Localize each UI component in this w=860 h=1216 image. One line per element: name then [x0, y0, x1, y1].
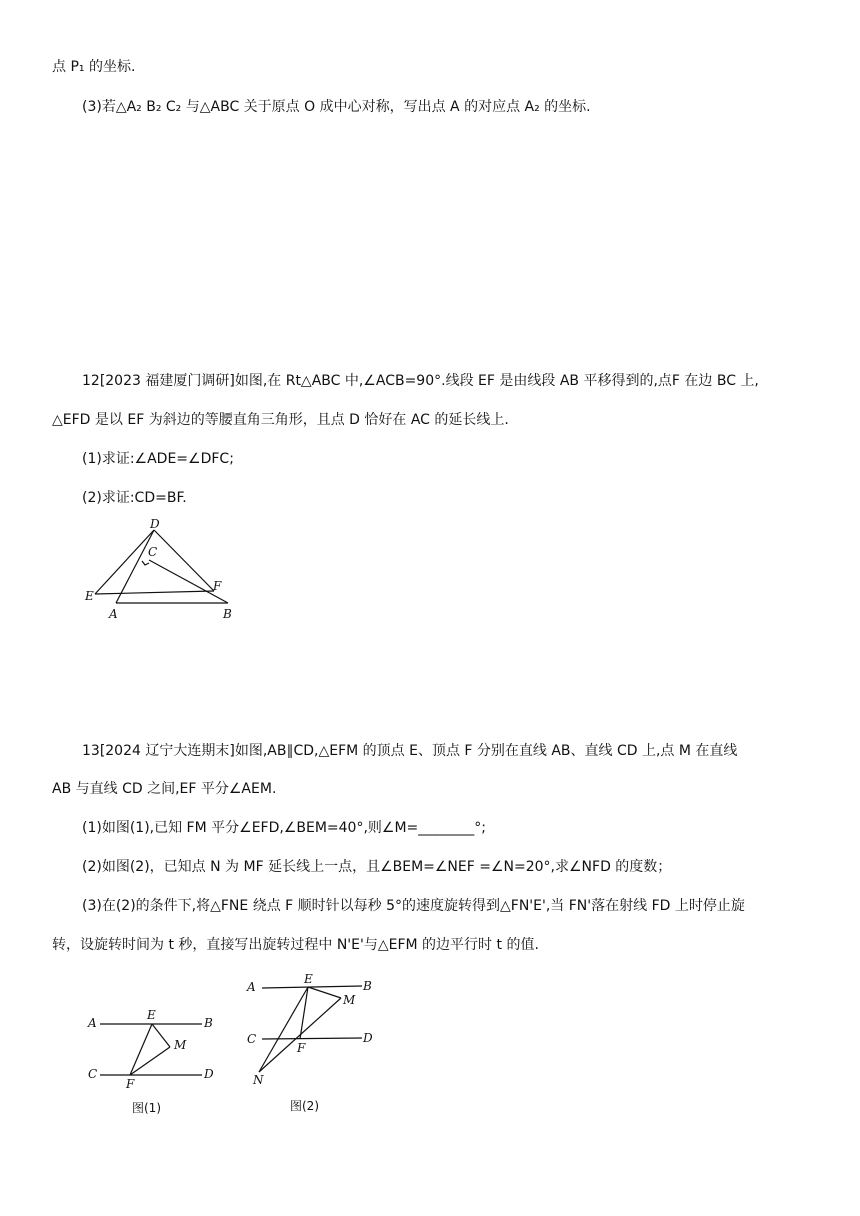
- label-A: A: [109, 607, 118, 621]
- caption-figure-2: 图(2): [290, 1099, 319, 1113]
- caption-figure-1: 图(1): [132, 1101, 161, 1115]
- text-line-1: 点 P₁ 的坐标.: [52, 59, 136, 75]
- question-12-part-1: (1)求证:∠ADE=∠DFC;: [82, 451, 234, 467]
- label-C: C: [88, 1067, 98, 1081]
- question-11-part-3: (3)若△A₂ B₂ C₂ 与△ABC 关于原点 O 成中心对称，写出点 A 的对应点 A₂ 的坐标.: [82, 99, 591, 115]
- question-12-part-2: (2)求证:CD=BF.: [82, 490, 187, 506]
- question-12-stem: 12[2023 福建厦门调研]如图,在 Rt△ABC 中,∠ACB=90°.线段 EF 是由线段 AB 平移得到的,点F 在边 BC 上,: [82, 373, 759, 389]
- label-C: C: [247, 1032, 257, 1046]
- label-E: E: [147, 1008, 156, 1022]
- question-13-stem: 13[2024 辽宁大连期末]如图,AB∥CD,△EFM 的顶点 E、顶点 F 分别在直线 AB、直线 CD 上,点 M 在直线: [82, 743, 738, 759]
- label-F: F: [126, 1077, 135, 1091]
- label-A: A: [88, 1016, 97, 1030]
- label-M: M: [174, 1038, 187, 1052]
- label-E: E: [304, 972, 313, 986]
- label-B: B: [204, 1016, 213, 1030]
- figure-13-2: [244, 972, 384, 1117]
- label-F: F: [297, 1041, 306, 1055]
- question-13-part-3: (3)在(2)的条件下,将△FNE 绕点 F 顺时针以每秒 5°的速度旋转得到△FN'E',当 FN'落在射线 FD 上时停止旋: [82, 898, 745, 914]
- figure-12: [80, 518, 250, 628]
- label-N: N: [253, 1073, 264, 1087]
- label-B: B: [363, 979, 372, 993]
- figure-13-1: [86, 1005, 226, 1120]
- label-C: C: [148, 545, 158, 559]
- label-E: E: [85, 589, 94, 603]
- label-B: B: [223, 607, 232, 621]
- question-13-part-2: (2)如图(2)，已知点 N 为 MF 延长线上一点，且∠BEM=∠NEF =∠N=20°,求∠NFD 的度数；: [82, 859, 672, 875]
- question-13-stem-cont: AB 与直线 CD 之间,EF 平分∠AEM.: [52, 781, 277, 797]
- question-13-part-1: (1)如图(1),已知 FM 平分∠EFD,∠BEM=40°,则∠M=________°;: [82, 820, 486, 836]
- label-A: A: [247, 980, 256, 994]
- label-M: M: [343, 993, 356, 1007]
- question-12-stem-cont: △EFD 是以 EF 为斜边的等腰直角三角形，且点 D 恰好在 AC 的延长线上.: [52, 412, 509, 428]
- label-D: D: [204, 1067, 214, 1081]
- question-13-part-3-cont: 转，设旋转时间为 t 秒，直接写出旋转过程中 N'E'与△EFM 的边平行时 t 的值.: [52, 937, 539, 953]
- label-D: D: [150, 518, 160, 531]
- label-D: D: [363, 1031, 373, 1045]
- label-F: F: [213, 579, 222, 593]
